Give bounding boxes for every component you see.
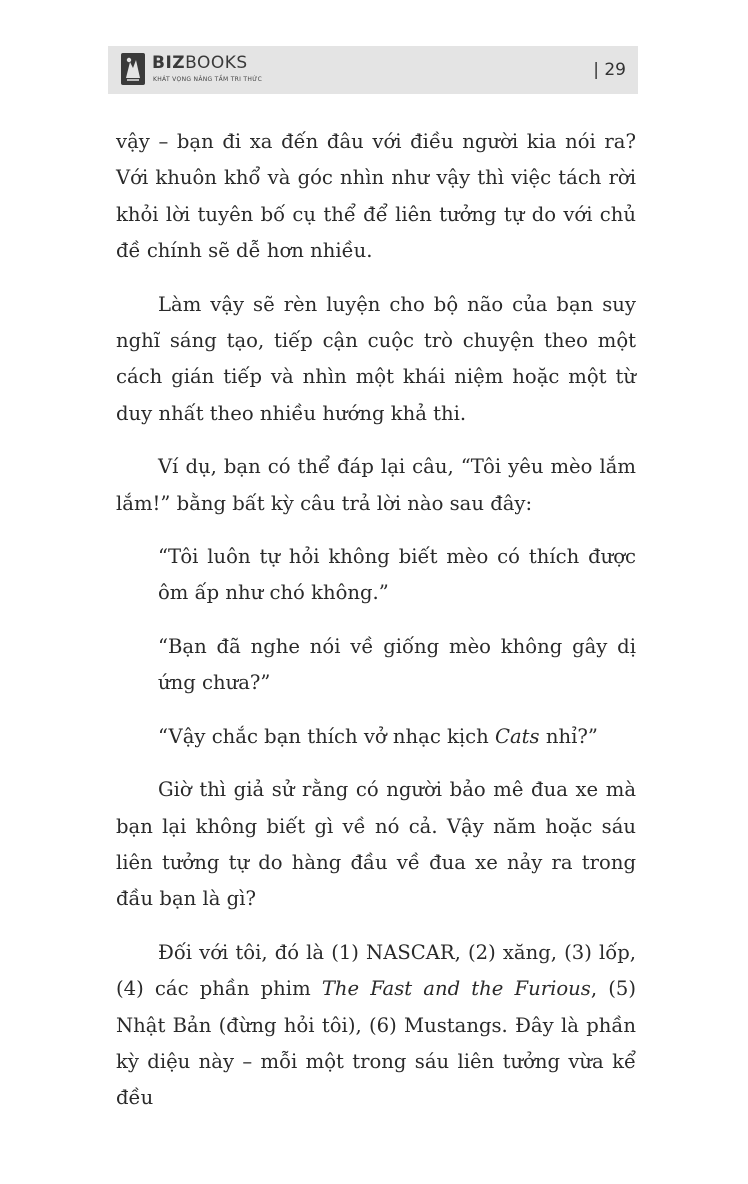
brand-tagline: KHÁT VỌNG NÂNG TẦM TRI THỨC xyxy=(153,76,263,83)
paragraph-1: vậy – bạn đi xa đến đâu với điều người kia nói ra? Với khuôn khổ và góc nhìn như vậy thì việc tách rời khỏi lời tuyên bố cụ thể để liên tưởng tự do với chủ đề chính sẽ dễ hơn nhiều. xyxy=(116,130,636,263)
running-header xyxy=(108,46,638,94)
bizbooks-logo-icon xyxy=(120,52,146,86)
page-body xyxy=(116,124,636,1134)
quote-1: “Tôi luôn tự hỏi không biết mèo có thích được ôm ấp như chó không.” xyxy=(158,545,636,605)
quote-3: “Vậy chắc bạn thích vở nhạc kịch Cats nhỉ?” xyxy=(158,724,598,748)
paragraph-4: Giờ thì giả sử rằng có người bảo mê đua xe mà bạn lại không biết gì về nó cả. Vậy năm hoặc sáu liên tưởng tự do hàng đầu về đua xe nảy ra trong đầu bạn là gì? xyxy=(116,778,636,911)
quote-2: “Bạn đã nghe nói về giống mèo không gây dị ứng chưa?” xyxy=(158,634,636,695)
film-title: The Fast and the Furious xyxy=(321,977,591,1001)
musical-title: Cats xyxy=(495,724,540,748)
page-number: | 29 xyxy=(593,60,626,80)
paragraph-3: Ví dụ, bạn có thể đáp lại câu, “Tôi yêu mèo lắm lắm!” bằng bất kỳ câu trả lời nào sau đây: xyxy=(116,455,636,515)
brand-name: BIZBOOKS xyxy=(152,53,248,73)
paragraph-5: Đối với tôi, đó là (1) NASCAR, (2) xăng, (3) lốp, (4) các phần phim The Fast and the Furious, (5) Nhật Bản (đừng hỏi tôi), (6) Mustangs. Đây là phần kỳ diệu này – mỗi một trong sáu liên tưởng vừa kể đều xyxy=(116,940,636,1110)
paragraph-2: Làm vậy sẽ rèn luyện cho bộ não của bạn suy nghĩ sáng tạo, tiếp cận cuộc trò chuyện theo một cách gián tiếp và nhìn một khái niệm hoặc một từ duy nhất theo nhiều hướng khả thi. xyxy=(116,292,636,425)
